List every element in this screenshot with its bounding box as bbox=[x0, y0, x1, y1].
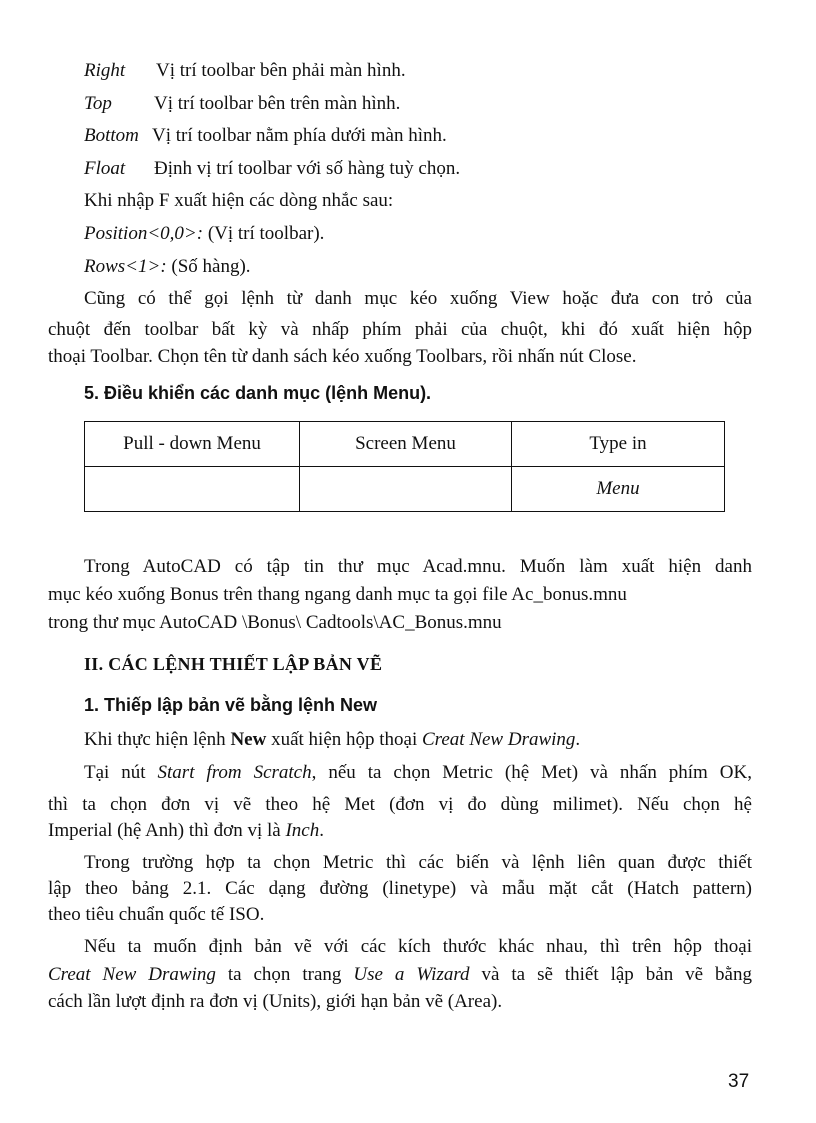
para4-text: . bbox=[319, 820, 324, 841]
para6-line3: cách lần lượt định ra đơn vị (Units), giới hạn bản vẽ (Area). bbox=[48, 991, 503, 1012]
option-key: Top bbox=[84, 93, 112, 114]
table-cell bbox=[85, 467, 300, 512]
table-cell bbox=[300, 467, 512, 512]
option-key: Float bbox=[84, 158, 126, 179]
option-desc: Định vị trí toolbar với số hàng tuỳ chọn. bbox=[154, 158, 461, 179]
para6-line1: Nếu ta muốn định bản vẽ với các kích thước khác nhau, thì trên hộp thoại bbox=[84, 936, 752, 957]
option-key: Right bbox=[84, 60, 126, 81]
prompt-rows bbox=[84, 255, 251, 279]
para6-text: ta chọn trang bbox=[215, 964, 354, 985]
command-new: New bbox=[230, 729, 267, 750]
para5-line2: lập theo bảng 2.1. Các dạng đường (linetype) và mẫu mặt cắt (Hatch pattern) bbox=[48, 878, 752, 899]
page-name: Use a Wizard bbox=[353, 964, 470, 985]
table-header-row bbox=[85, 422, 725, 467]
heading-new-drawing: 1. Thiếp lập bản vẽ bằng lệnh New bbox=[84, 695, 378, 715]
prompt-desc: (Số hàng). bbox=[171, 256, 251, 277]
section-heading: II. CÁC LỆNH THIẾT LẬP BẢN VẼ bbox=[84, 654, 383, 674]
table-header-screen: Screen Menu bbox=[300, 422, 512, 467]
para3-text: . bbox=[575, 729, 581, 750]
para3-text: Khi thực hiện lệnh bbox=[84, 729, 231, 750]
para1-line1: Cũng có thể gọi lệnh từ danh mục kéo xuống View hoặc đưa con trỏ của bbox=[84, 288, 752, 309]
menu-table bbox=[84, 421, 725, 512]
para1-line3: thoại Toolbar. Chọn tên từ danh sách kéo xuống Toolbars, rồi nhấn nút Close. bbox=[48, 346, 637, 367]
option-top bbox=[84, 92, 400, 116]
dialog-name: Creat New Drawing bbox=[422, 729, 576, 750]
para1-line2: chuột đến toolbar bất kỳ và nhấp phím phải của chuột, khi đó xuất hiện hộp bbox=[48, 319, 752, 340]
button-name: Start from Scratch bbox=[157, 762, 312, 783]
prompt-desc: (Vị trí toolbar). bbox=[207, 223, 325, 244]
para5-line1: Trong trường hợp ta chọn Metric thì các biến và lệnh liên quan được thiết bbox=[84, 852, 752, 873]
heading-menu-control: 5. Điều khiển các danh mục (lệnh Menu). bbox=[84, 383, 432, 403]
prompt-position bbox=[84, 222, 324, 246]
para3 bbox=[84, 728, 580, 752]
para2-line3: trong thư mục AutoCAD \Bonus\ Cadtools\AC_Bonus.mnu bbox=[48, 612, 502, 633]
para6-text: và ta sẽ thiết lập bản vẽ bằng bbox=[469, 964, 752, 985]
para4-text: Tại nút bbox=[84, 762, 158, 783]
para4-text: Imperial (hệ Anh) thì đơn vị là bbox=[48, 820, 286, 841]
para2-line1: Trong AutoCAD có tập tin thư mục Acad.mnu. Muốn làm xuất hiện danh bbox=[84, 556, 752, 577]
prompt-key: Rows<1>: bbox=[84, 256, 167, 277]
para4-text: , nếu ta chọn Metric (hệ Met) và nhấn phím OK, bbox=[311, 762, 752, 783]
para6-line2 bbox=[48, 963, 752, 987]
table-row bbox=[85, 467, 725, 512]
para2-line2: mục kéo xuống Bonus trên thang ngang danh mục ta gọi file Ac_bonus.mnu bbox=[48, 584, 627, 605]
page-number: 37 bbox=[728, 1071, 750, 1092]
para3-text: xuất hiện hộp thoại bbox=[266, 729, 422, 750]
table-header-pulldown: Pull - down Menu bbox=[85, 422, 300, 467]
unit-inch: Inch bbox=[285, 820, 320, 841]
option-bottom bbox=[84, 124, 447, 148]
option-desc: Vị trí toolbar nằm phía dưới màn hình. bbox=[152, 125, 447, 146]
para4-line1 bbox=[84, 761, 752, 785]
table-header-typein: Type in bbox=[512, 422, 725, 467]
dialog-name: Creat New Drawing bbox=[48, 964, 216, 985]
para4-line2: thì ta chọn đơn vị vẽ theo hệ Met (đơn vị đo dùng milimet). Nếu chọn hệ bbox=[48, 794, 752, 815]
prompt-key: Position<0,0>: bbox=[84, 223, 204, 244]
option-right bbox=[84, 59, 406, 83]
para4-line3 bbox=[48, 819, 324, 843]
prompt-intro: Khi nhập F xuất hiện các dòng nhắc sau: bbox=[84, 190, 394, 211]
option-float bbox=[84, 157, 460, 181]
option-desc: Vị trí toolbar bên trên màn hình. bbox=[154, 93, 401, 114]
option-desc: Vị trí toolbar bên phải màn hình. bbox=[156, 60, 406, 81]
option-key: Bottom bbox=[84, 125, 139, 146]
para5-line3: theo tiêu chuẩn quốc tế ISO. bbox=[48, 904, 265, 925]
table-cell-menu: Menu bbox=[512, 467, 725, 512]
